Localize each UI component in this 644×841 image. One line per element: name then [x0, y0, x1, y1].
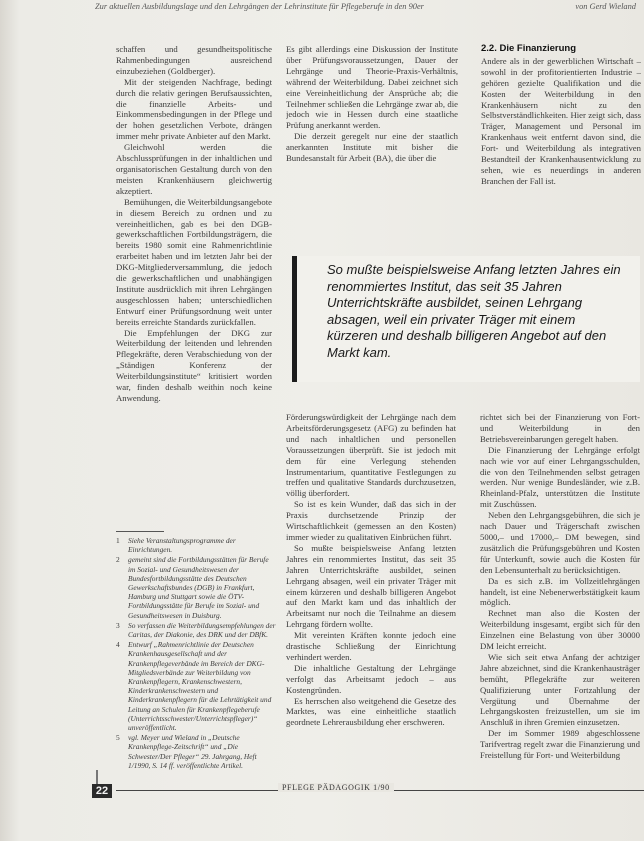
footnote-number: 4	[116, 640, 120, 650]
page-number: 22	[92, 784, 112, 798]
page-footer	[92, 784, 644, 798]
header-left: Zur aktuellen Ausbildungslage und den Lehrgängen der Lehrinstitute für Pflegeberufe in den 90er	[95, 2, 424, 11]
footnote-text: vgl. Meyer und Wieland in „Deutsche Krankenpflege-Zeitschrift“ und „Die Schwester/Der Pfleger“ 29. Jahrgang, Heft 1/1990, S. 14 ff. veröffentlichte Artikel.	[128, 733, 257, 770]
paragraph: Bemühungen, die Weiterbildungsangebote in diesem Bereich zu ordnen und zu vereinheitlichen, gab es bei den DGB-gewerkschaftlichen Fortbildungsträgern, die bereits 1980 somit eine Rahmenrichtlinie erarbeitet haben und im letzten Jahr bei der DKG-Mitgliederversammlung, die jedoch die gewerkschaftlichen und unabhängigen Institute ausdrücklich mit ihren Lehrgängen ausgeschlossen haben; unterschiedlichen Entwurf einer Prüfungsordnung weit unter bereits erreichte Standards zurückfallen.	[116, 196, 272, 327]
paragraph: Neben den Lehrgangsgebühren, die sich je nach Dauer und Trägerschaft zwischen 5000,– und 17000,– DM bewegen, sind zusätzlich die Prüfungsgebühren und Kosten für Unterkunft, sowie auch die Kosten für den Lebensunterhalt zu berücksichtigen.	[480, 510, 640, 575]
paragraph: Die inhaltliche Gestaltung der Lehrgänge verfolgt das Arbeitsamt jedoch – aus Kostengründen.	[286, 662, 456, 695]
paragraph: So mußte beispielsweise Anfang letzten Jahres ein renommiertes Institut, das seit 35 Jahren Unterrichtskräfte ausbildet, seinen Lehrgang absagen, weil ein privater Träger mit einem kürzeren und deshalb billigeren Angebot auf den Markt kam und das inhaltlich der Arbeitsamt nur noch die Teilnahme an diesem Lehrgang fördern wollte.	[286, 542, 456, 630]
footnote-divider	[116, 531, 164, 532]
paragraph: Förderungswürdigkeit der Lehrgänge nach dem Arbeitsförderungsgesetz (AFG) zu befinden hat und nach inhaltlichen und personellen Voraussetzungen überprüft. Sie ist jedoch mit dem für eine Verlegung stehenden Instrumentarium, quantitative Festlegungen zu treffen und qualitative Standards durchzusetzen, völlig überfordert.	[286, 412, 456, 499]
footnote	[116, 733, 276, 770]
footnote-text: gemeint sind die Fortbildungsstätten für Berufe im Sozial- und Gesundheitswesen der Bundesfortbildungsstätte des Deutschen Gewerkschaftsbundes (DGB) in Frankfurt, Hamburg und Stuttgart sowie die ÖTV-Fortbildungsstätte für Berufe im Sozial- und Gesundheitswesen in Duisburg.	[128, 555, 269, 620]
paragraph: Mit der steigenden Nachfrage, bedingt durch die relativ geringen Berufsaussichten, die finanzielle Arbeits- und Einkommensbedingungen in der Pflege und der hohen gesetzlichen Verbote, drängen immer mehr private Anbieter auf den Markt.	[116, 76, 272, 142]
section-heading: 2.2. Die Finanzierung	[481, 44, 577, 54]
text-column-3	[481, 44, 641, 204]
text-column-2	[286, 44, 458, 212]
paragraph: schaffen und gesundheitspolitische Rahmenbedingungen ausreichend einzubeziehen (Goldberger).	[116, 44, 272, 76]
footnote-text: Entwurf „Rahmenrichtlinie der Deutschen Krankenhausgesellschaft und der Krankenpflegeverbände im Bereich der DKG-Mitgliedsverbände zur Weiterbildung von Krankenpflegern, Krankenschwestern, Kinderkrankenschwestern und Kinderkrankenpflegern für die Lehrtätigkeit und Leitung an Schulen für Krankenpflegeberufe (Unterrichtsschwester/Unterrichtspfleger)“ unveröffentlicht.	[128, 640, 272, 733]
paragraph: Gleichwohl werden die Abschlussprüfungen in der inhaltlichen und organisatorischen Gestaltung durch von den meisten Krankenhäusern gleichwertig akzeptiert.	[116, 142, 272, 196]
pull-quote-text: So mußte beispielsweise Anfang letzten Jahres ein renommiertes Institut, das seit 35 Jahren Unterrichtskräfte ausbildet, seinen Lehrgang absagen, weil ein privater Träger mit einem kürzeren und deshalb billigeren Angebot auf den Markt kam.	[327, 262, 621, 360]
header-author: von Gerd Wieland	[575, 2, 636, 11]
pull-quote	[292, 256, 640, 382]
footnote-number: 3	[116, 620, 120, 630]
footnote	[116, 621, 276, 639]
footnotes	[116, 536, 276, 770]
paragraph: Es gibt allerdings eine Diskussion der Institute über Prüfungsvoraussetzungen, Dauer der Lehrgänge und Theorie-Praxis-Verhältnis, während der Weiterbildung. Dabei zeichnet sich eine Vereinheitlichung der Ansprüche ab; die Teilnehmer schließen die Lehrgänge zwar ab, die jedoch wie in Hessen durch eine staatliche Prüfung anerkannt werden.	[286, 44, 458, 131]
running-header	[95, 2, 636, 16]
footnote-number: 2	[116, 555, 120, 565]
paragraph: Andere als in der gewerblichen Wirtschaft – sowohl in der profitorientierten Industrie – gehören gezielte Qualifikation und die Kosten der Weiterbildung in den Krankenhäusern nicht zu den Selbstverständlichkeiten. Hier zeigt sich, dass Träger, Management und Personal im Krankenhaus weit entfernt davon sind, die Fort- und Weiterbildung als integrativen Bestandteil der Krankenhausentwicklung zu sehen, wie es neuerdings in anderen Branchen der Fall ist.	[481, 55, 641, 186]
text-column-5	[480, 412, 640, 766]
paragraph: Die Empfehlungen der DKG zur Weiterbildung der leitenden und lehrenden Pflegekräfte, deren Verabschiedung von der „Ständigen Konferenz der Weiterbildungsinstitute“ kritisiert worden war, finden deshalb weithin noch keine Anwendung.	[116, 327, 272, 403]
footnote	[116, 555, 276, 619]
paragraph: Wie sich seit etwa Anfang der achtziger Jahre abzeichnet, sind die Krankenhausträger bemüht, Pflegekräfte zur weiteren Qualifizierung unter Fortzahlung der Vergütung und Übernahme der Lehrgangskosten freizustellen, um sie im Anschluß in ihren Gremien einzusetzen.	[480, 651, 640, 728]
paragraph: Da es sich z.B. im Vollzeitlehrgängen handelt, ist eine Nebenerwerbstätigkeit kaum möglich.	[480, 575, 640, 608]
journal-name: PFLEGE PÄDAGOGIK 1/90	[278, 783, 394, 792]
footnote	[116, 536, 276, 554]
paragraph: So ist es kein Wunder, daß das sich in der Praxis durchsetzende Prinzip der Wirtschaftlichkeit (gemessen an den Kosten) immer wieder zu qualitativen Einbrüchen führt.	[286, 499, 456, 542]
paragraph: Mit vereinten Kräften konnte jedoch eine drastische Schließung der Einrichtung verhindert werden.	[286, 630, 456, 662]
paragraph: Rechnet man also die Kosten der Weiterbildung insgesamt, ergibt sich für den Einzelnen eine Belastung von über 30000 DM leicht erreicht.	[480, 608, 640, 652]
paragraph: Es herrschen also weitgehend die Gesetze des Marktes, was eine einheitliche staatlich geordnete Lehrerausbildung eher erschweren.	[286, 695, 456, 728]
footnote-text: So verfassen die Weiterbildungsempfehlungen der Caritas, der Diakonie, des DRK und der DBfK.	[128, 620, 276, 640]
text-column-1	[116, 44, 272, 409]
footnote-text: Siehe Veranstaltungsprogramme der Einrichtungen.	[128, 536, 236, 555]
paragraph: Die Finanzierung der Lehrgänge erfolgt nach wie vor auf einer Lehrgangsschulden, die von den Teilnehmenden selbst getragen werden. Nur wenige Bundesländer, wie z.B. Rheinland-Pfalz, unterstützen die Institute mit Zuschüssen.	[480, 444, 640, 510]
footnote	[116, 640, 276, 732]
footnote-number: 1	[116, 536, 120, 545]
text-column-4	[286, 412, 456, 766]
paragraph: Die derzeit geregelt nur eine der staatlich anerkannten Institute mit bisher die Bundesanstalt für Arbeit (BA), die über die	[286, 131, 458, 164]
paragraph: richtet sich bei der Finanzierung von Fort- und Weiterbildung in den Betriebsvereinbarungen geregelt haben.	[480, 412, 640, 444]
footnote-number: 5	[116, 733, 120, 743]
paragraph: Der im Sommer 1989 abgeschlossene Tarifvertrag regelt zwar die Finanzierung und Freistellung für Fort- und Weiterbildung	[480, 728, 640, 761]
